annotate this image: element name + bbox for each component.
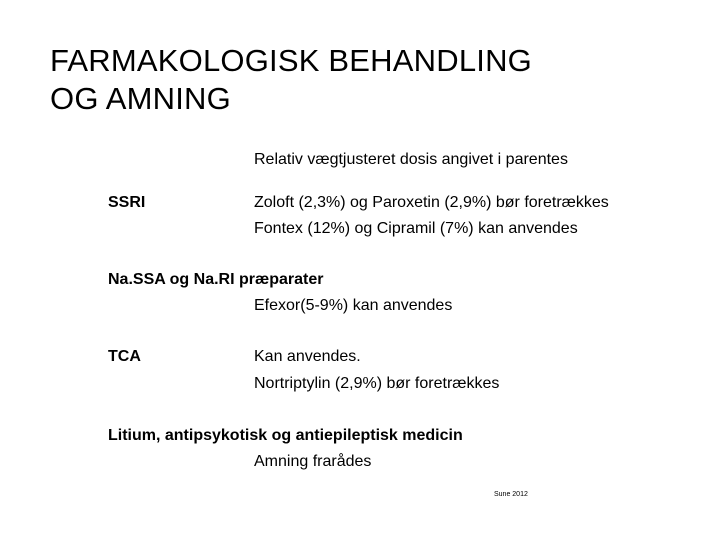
ssri-line-2: Fontex (12%) og Cipramil (7%) kan anvendes xyxy=(254,220,578,237)
tca-line-2: Nortriptylin (2,9%) bør foretrækkes xyxy=(254,375,500,392)
section-heading-tca: TCA xyxy=(108,348,141,365)
tca-line-1: Kan anvendes. xyxy=(254,348,361,365)
slide-title-line-2: OG AMNING xyxy=(50,81,231,116)
nassa-nari-line-1: Efexor(5-9%) kan anvendes xyxy=(254,297,453,314)
litium-line-1: Amning frarådes xyxy=(254,453,372,470)
section-heading-nassa-nari: Na.SSA og Na.RI præparater xyxy=(108,271,324,288)
slide-title xyxy=(50,42,690,118)
slide-title-line-1: FARMAKOLOGISK BEHANDLING xyxy=(50,43,532,78)
footer-note: Sune 2012 xyxy=(494,491,528,498)
section-heading-litium: Litium, antipsykotisk og antiepileptisk medicin xyxy=(108,427,463,444)
ssri-line-1: Zoloft (2,3%) og Paroxetin (2,9%) bør foretrækkes xyxy=(254,194,609,211)
intro-note: Relativ vægtjusteret dosis angivet i parentes xyxy=(254,151,568,168)
section-heading-ssri: SSRI xyxy=(108,194,146,211)
